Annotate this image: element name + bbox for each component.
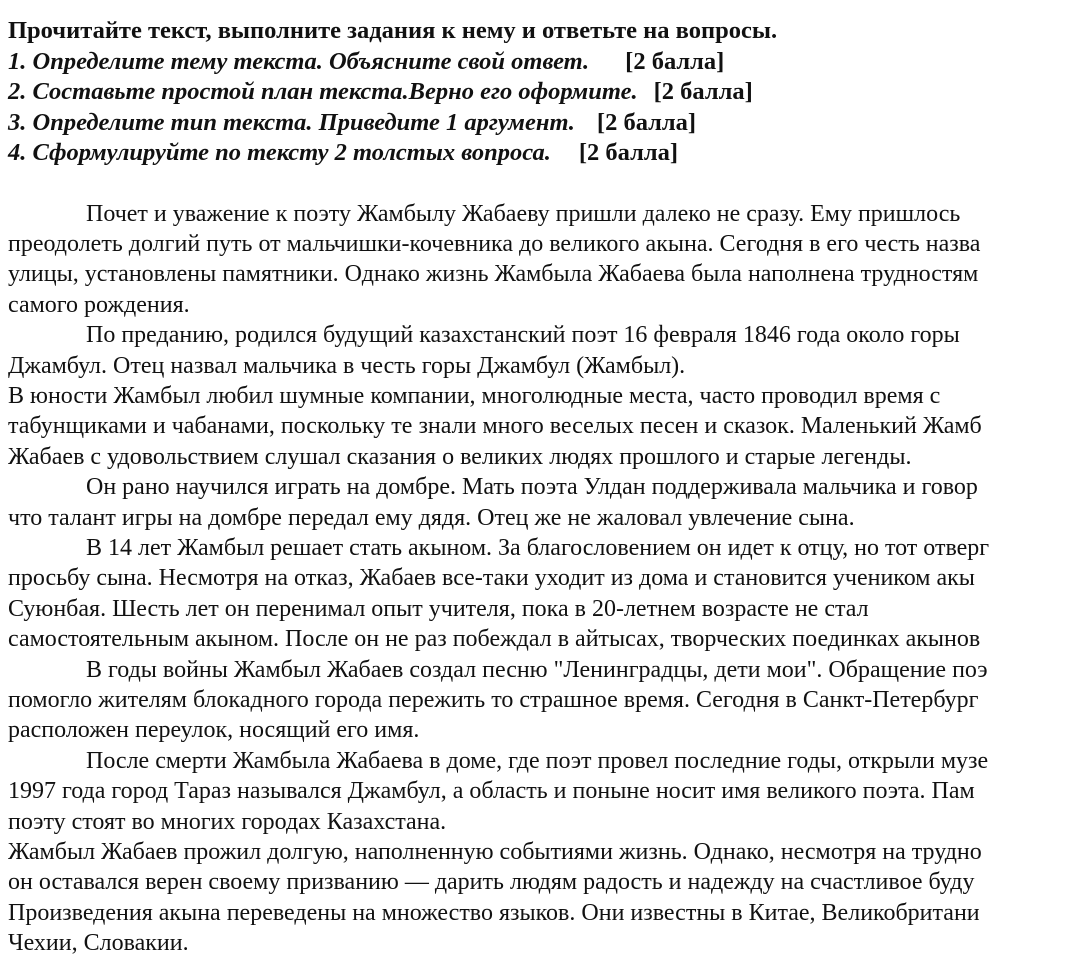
text-line: расположен переулок, носящий его имя. [8,717,420,744]
text-line: поэту стоят во многих городах Казахстана. [8,808,447,835]
text-line: он оставался верен своему призванию — дарить людям радость и надежду на счастливое буду [8,869,975,896]
task-4-text: 4. Сформулируйте по тексту 2 толстых вопроса. [8,139,551,166]
text-line: преодолеть долгий путь от мальчишки-кочевника до великого акына. Сегодня в его честь назва [8,230,981,257]
text-line: В 14 лет Жамбыл решает стать акыном. За благословением он идет к отцу, но тот отверг [86,534,990,561]
task-2-text: 2. Составьте простой план текста.Верно его оформите. [8,78,638,105]
task-3-points: [2 балла] [596,108,697,136]
text-line: По преданию, родился будущий казахстанский поэт 16 февраля 1846 года около горы [86,322,960,349]
text-line: В юности Жамбыл любил шумные компании, многолюдные места, часто проводил время с [8,382,941,409]
text-line: В годы войны Жамбыл Жабаев создал песню "Ленинградцы, дети мои". Обращение поэ [86,656,988,683]
task-1-text: 1. Определите тему текста. Объясните свой ответ. [8,47,590,75]
text-line: 1997 года город Тараз назывался Джамбул, а область и поныне носит имя великого поэта. Пам [8,778,975,805]
text-line: улицы, установлены памятники. Однако жизнь Жамбыла Жабаева была наполнена трудностям [8,261,979,288]
task-1-points: [2 балла] [625,47,725,75]
document-page [8,16,1080,959]
text-line: Он рано научился играть на домбре. Мать поэта Улдан поддерживала мальчика и говор [86,474,978,501]
text-line: самостоятельным акыном. После он не раз побеждал в айтысах, творческих поединках акынов [8,626,981,653]
text-line: что талант игры на домбре передал ему дядя. Отец же не жаловал увлечение сына. [8,504,855,531]
instruction-heading: Прочитайте текст, выполните задания к нему и ответьте на вопросы. [8,17,778,44]
text-line: Чехии, Словакии. [8,930,189,957]
text-line: После смерти Жамбыла Жабаева в доме, где поэт провел последние годы, открыли музе [86,747,989,774]
task-3-text: 3. Определите тип текста. Приведите 1 аргумент. [8,108,575,136]
text-line: Джамбул. Отец назвал мальчика в честь горы Джамбул (Жамбыл). [8,352,686,379]
text-line: Жамбыл Жабаев прожил долгую, наполненную событиями жизнь. Однако, несмотря на трудно [8,839,982,866]
task-2 [8,77,1080,108]
text-line: просьбу сына. Несмотря на отказ, Жабаев все-таки уходит из дома и становится учеником акы [8,565,975,592]
text-line: Жабаев с удовольствием слушал сказания о великих людях прошлого и старые легенды. [8,443,912,470]
text-line: Произведения акына переведены на множество языков. Они известны в Китае, Великобритани [8,899,980,926]
text-line: самого рождения. [8,291,190,318]
text-line: Почет и уважение к поэту Жамбылу Жабаеву пришли далеко не сразу. Ему пришлось [86,200,961,227]
task-4-points: [2 балла] [578,139,678,166]
article-body [8,199,1080,959]
text-line: Суюнбая. Шесть лет он перенимал опыт учителя, пока в 20-летнем возрасте не стал [8,595,869,622]
task-2-points: [2 балла] [653,78,753,105]
task-1 [8,47,1080,78]
task-3 [8,108,1080,139]
text-line: помогло жителям блокадного города пережить то страшное время. Сегодня в Санкт-Петербург [8,687,979,713]
text-line: табунщиками и чабанами, поскольку те знали много веселых песен и сказок. Маленький Жамб [8,413,982,440]
task-4 [8,138,1080,169]
